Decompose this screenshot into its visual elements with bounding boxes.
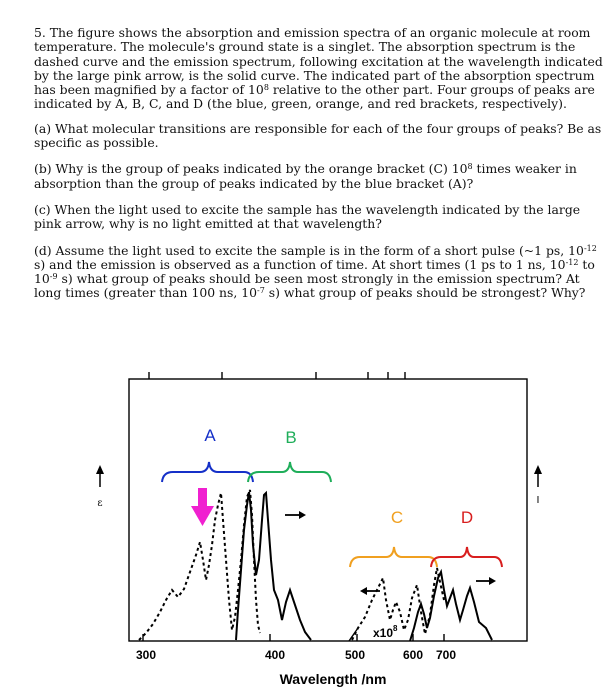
intro-text-2: relative to the other part. Four groups of peaks are indicated by A, B, C, and D (the blue, green, orange, and red brackets, respectively). — [34, 82, 595, 112]
y-axis-left-label: ε — [97, 498, 103, 509]
x-tick-400: 400 — [264, 648, 286, 662]
question-a: (a) What molecular transitions are responsible for each of the four groups of peaks? Be as specific as possible. — [34, 120, 602, 151]
magnification-label: $x10^8$ — [373, 624, 398, 640]
y-axis-left-indicator — [96, 465, 104, 509]
bracket-a — [162, 462, 253, 482]
bracket-label-c: C — [390, 508, 404, 527]
question-c: (c) When the light used to excite the sample has the wavelength indicated by the large pink arrow, why is no light emitted at that wavelength? — [34, 201, 581, 232]
y-axis-right-label: I — [536, 495, 540, 506]
x-tick-300: 300 — [135, 648, 157, 662]
emission-curve-magnified — [410, 572, 492, 641]
x-tick-700: 700 — [435, 648, 457, 662]
spectrum-figure — [0, 360, 613, 700]
absorption-curve-magnified — [352, 568, 444, 640]
intro-text-1: The figure shows the absorption and emission spectra of an organic molecule at room temperature. The molecule's ground state is a singlet. The absorption spectrum is the dashed curve and the emission spectrum, following excitation at the wavelength indicated by the large pink arrow, is the solid curve. The indicated part of the absorption spectrum has been magnified by a factor of 10 — [34, 25, 603, 98]
x-axis-label: Wavelength /nm — [279, 671, 387, 687]
bracket-label-d: D — [460, 508, 474, 527]
problem-number: 5. — [34, 25, 46, 40]
bracket-label-b: B — [285, 428, 297, 447]
question-b: (b) Why is the group of peaks indicated by the orange bracket (C) $10^8$ times weaker in absorption than the group of peaks indicated by the blue bracket (A)? — [34, 161, 577, 191]
intro-exponent: 8 — [263, 83, 269, 93]
problem-text — [34, 26, 606, 313]
bracket-c — [350, 547, 437, 567]
bracket-b — [248, 462, 331, 482]
excitation-arrow — [191, 488, 214, 526]
top-ticks — [149, 372, 405, 379]
x-tick-600: 600 — [402, 648, 424, 662]
y-axis-right-indicator — [534, 465, 542, 506]
bottom-ticks — [143, 634, 444, 641]
x-tick-500: 500 — [344, 648, 366, 662]
problem-intro — [34, 26, 606, 112]
bracket-d — [431, 547, 502, 567]
question-d: (d) Assume the light used to excite the sample is in the form of a short pulse (~1 ps, $10^{-12}$ s) and the emission is observed as a function of time. At short times (1 ps to 1 ns, $10^{-12}$ to $10^{-9}$ s) what group of peaks should be seen most strongly in the emission spectrum? At long times (greater than 100 ns, $10^{-7}$ s) what group of peaks should be strongest? Why? — [34, 242, 597, 301]
bracket-label-a: A — [204, 426, 216, 445]
